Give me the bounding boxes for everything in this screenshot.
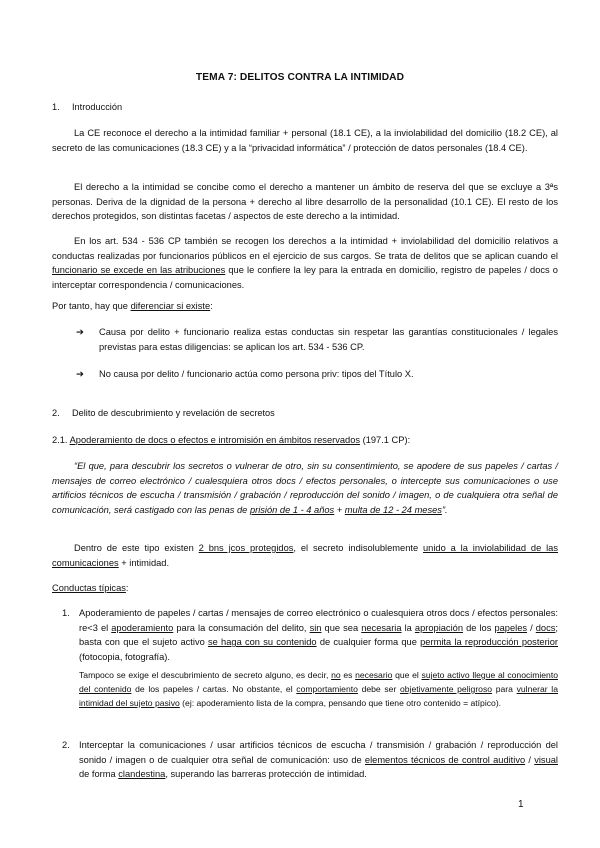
bullet-text: No causa por delito / funcionario actúa como persona priv: tipos del Título X. bbox=[99, 369, 414, 379]
section-2-title: Delito de descubrimiento y revelación de secretos bbox=[72, 408, 275, 418]
list-number: 1. bbox=[62, 608, 70, 618]
page-number: 1 bbox=[518, 799, 524, 810]
section-2-number: 2. bbox=[52, 408, 60, 418]
tipo-paragraph: Dentro de este tipo existen 2 bns jcos protegidos, el secreto indisolublemente unido a la inviolabilidad de las comunicaciones + intimidad. bbox=[52, 543, 558, 568]
subsection-2-1-heading: 2.1. Apoderamiento de docs o efectos e intromisión en ámbitos reservados (197.1 CP): bbox=[52, 435, 411, 445]
arrow-icon: ➔ bbox=[76, 369, 84, 379]
section-1-title: Introducción bbox=[72, 102, 123, 112]
bullet-text: Causa por delito + funcionario realiza estas conductas sin respetar las garantías constitucionales / legales previstas para estas diligencias: se aplican los art. 534 - 536 CP. bbox=[99, 327, 558, 352]
conducta-item-1-note: Tampoco se exige el descubrimiento de secreto alguno, es decir, no es necesario que el sujeto activo llegue al conocimiento del contenido de los papeles / cartas. No obstante, el comportamiento debe ser objetivamente peligroso para vulnerar la intimidad del sujeto pasivo (ej: apoderamiento lista de la compra, pensando que tiene otro contenido = atípico). bbox=[79, 670, 558, 708]
conducta-item-1 bbox=[62, 606, 558, 664]
arrow-icon: ➔ bbox=[76, 327, 84, 337]
por-tanto-paragraph: Por tanto, hay que diferenciar si existe: bbox=[52, 301, 213, 311]
underlined-text: prisión de 1 - 4 años bbox=[249, 504, 335, 515]
intro-paragraph-3: En los art. 534 - 536 CP también se recogen los derechos a la intimidad + inviolabilidad del domicilio relativos a conductas realizadas por funcionarios públicos en el ejercicio de sus cargos. Se trata de delitos que se aplican cuando el funcionario se excede en las atribuciones que le confiere la ley para la entrada en domicilio, registro de papeles / docs o interceptar correspondencia / comunicaciones. bbox=[52, 236, 558, 290]
section-1-number: 1. bbox=[52, 102, 60, 112]
section-2-heading bbox=[52, 408, 275, 418]
intro-paragraph-1: La CE reconoce el derecho a la intimidad familiar + personal (18.1 CE), a la inviolabilidad del domicilio (18.2 CE), al secreto de las comunicaciones (18.3 CE) y a la “privacidad informática” / protección de datos personales (18.4 CE). bbox=[52, 128, 558, 153]
underlined-text: multa de 12 - 24 meses bbox=[344, 504, 442, 515]
conducta-text: Apoderamiento de papeles / cartas / mensajes de correo electrónico o cualesquiera otros docs / efectos personales: re<3 el apoderamiento para la consumación del delito, sin que sea necesaria la apropiación de los papeles / docs; basta con que el sujeto activo se haga con su contenido de cualquier forma que permita la reproducción posterior (fotocopia, fotografía). bbox=[79, 608, 559, 662]
underlined-text: funcionario se excede en las atribuciones bbox=[52, 265, 226, 276]
subsection-title: Apoderamiento de docs o efectos e intromisión en ámbitos reservados bbox=[69, 435, 361, 445]
underlined-text: Conductas típicas bbox=[52, 583, 126, 593]
underlined-text: 2 bns jcos protegidos bbox=[198, 543, 294, 553]
conducta-text: Interceptar la comunicaciones / usar artificios técnicos de escucha / transmisión / grabación / reproducción del sonido / imagen o de cualquier otra señal de comunicación: uso de elementos técnicos de control auditivo / visual de forma clandestina, superando las barreras protección de intimidad. bbox=[79, 740, 558, 780]
conductas-heading: Conductas típicas: bbox=[52, 583, 129, 593]
intro-paragraph-2: El derecho a la intimidad se concibe como el derecho a mantener un ámbito de reserva del que se excluye a 3ªs personas. Deriva de la dignidad de la persona + derecho al libre desarrollo de la personalidad (10.1 CE). El resto de los derechos protegidos, son distintas facetas / aspectos de este derecho a la intimidad. bbox=[52, 182, 558, 222]
conducta-item-2 bbox=[62, 738, 558, 782]
bullet-item-2 bbox=[78, 367, 558, 382]
bullet-item-1 bbox=[78, 325, 558, 354]
section-1-heading bbox=[52, 102, 122, 112]
page-title: TEMA 7: DELITOS CONTRA LA INTIMIDAD bbox=[195, 72, 405, 83]
legal-quote: “El que, para descubrir los secretos o vulnerar de otro, sin su consentimiento, se apodere de sus papeles / cartas / mensajes de correo electrónico / cualesquiera otros docs / efectos personales, o intercepte sus comunicaciones o use artificios técnicos de escucha / transmisión / grabación / reproducción del sonido / imagen, o de cualquiera otra señal de comunicación, será castigado con las penas de prisión de 1 - 4 años + multa de 12 - 24 meses”. bbox=[52, 461, 558, 515]
underlined-text: diferenciar si existe bbox=[130, 301, 211, 311]
underlined-text: unido a la inviolabilidad de las comunicaciones bbox=[52, 543, 558, 568]
subsection-number: 2.1. bbox=[52, 435, 68, 445]
list-number: 2. bbox=[62, 740, 70, 750]
